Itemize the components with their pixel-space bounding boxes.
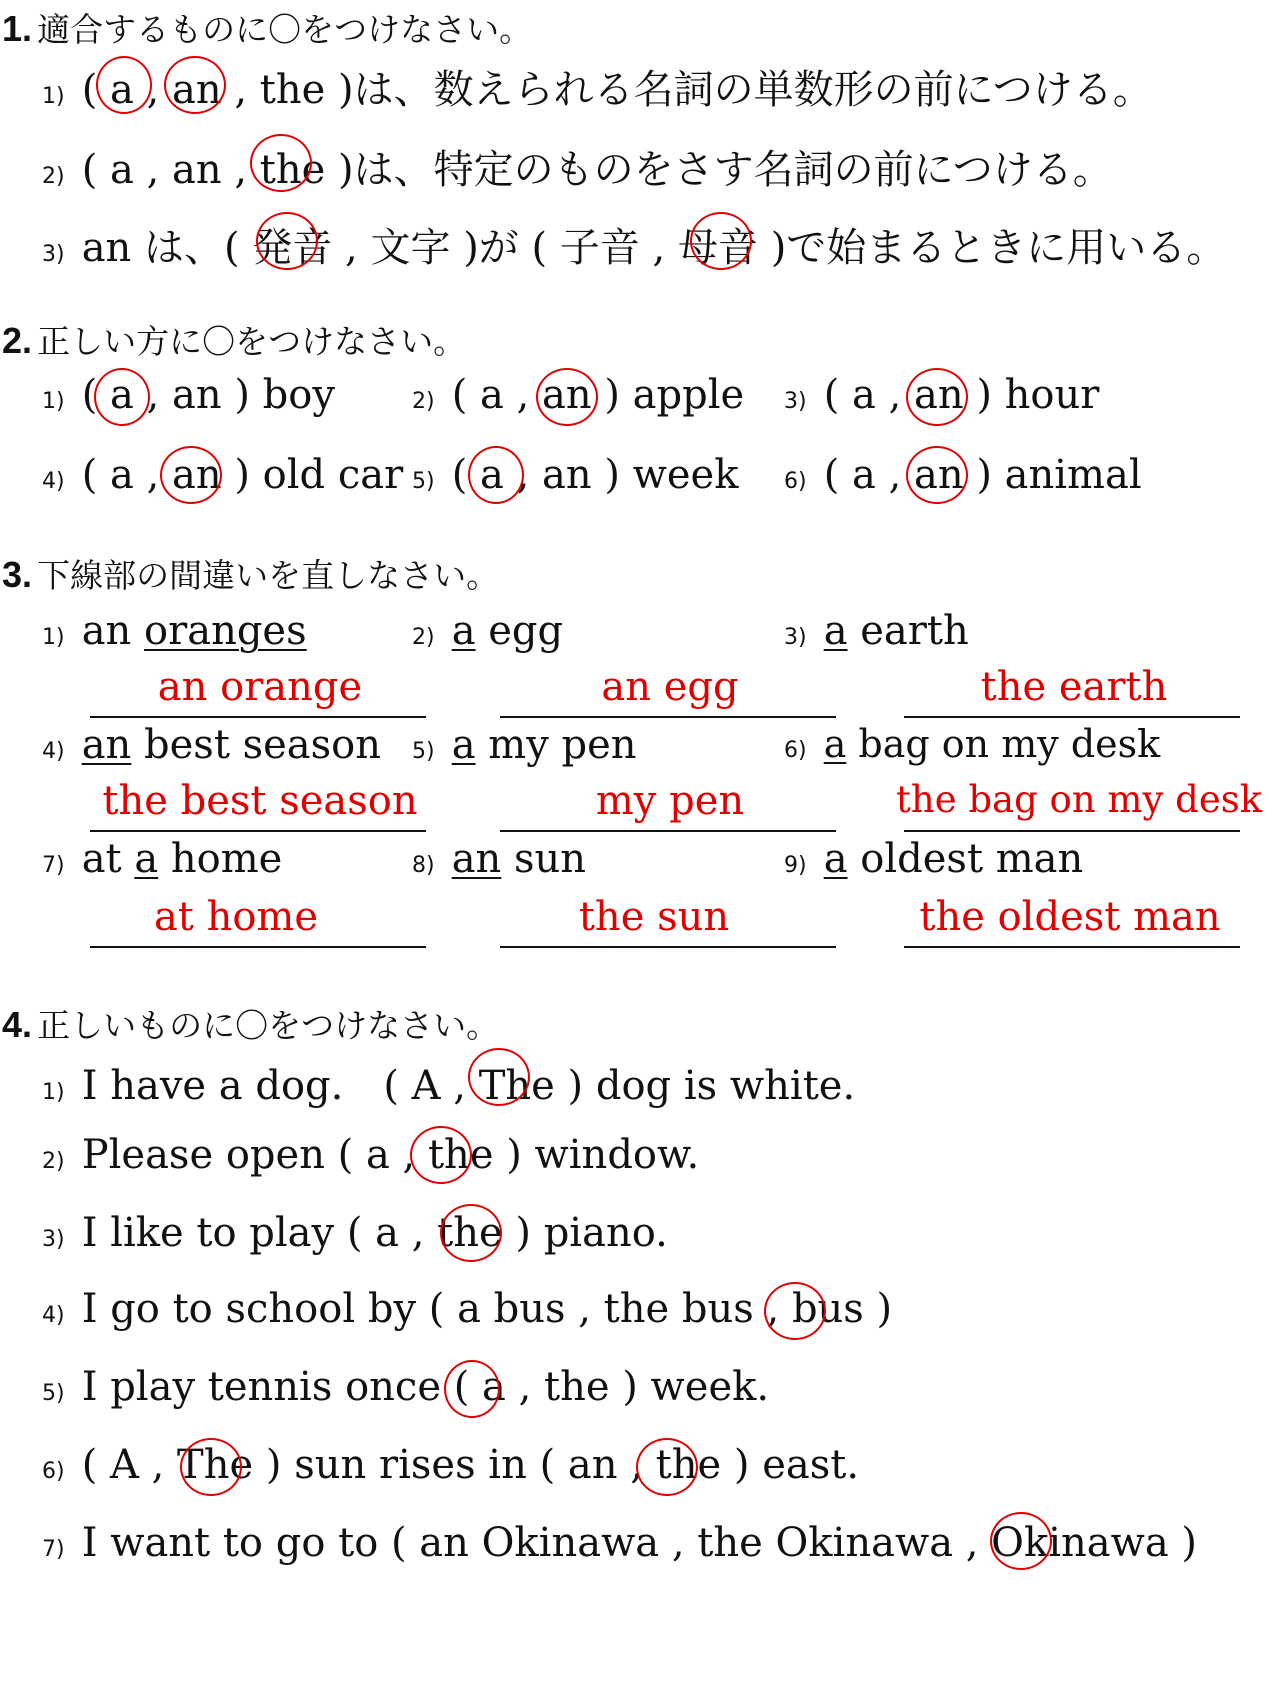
suffix-text: sun <box>501 836 587 882</box>
answer-line <box>904 830 1240 832</box>
question-text: ( a , an ) apple <box>451 372 745 418</box>
answer-circle <box>990 1512 1052 1570</box>
answer-line <box>904 716 1240 718</box>
question-3-2 <box>412 608 563 654</box>
question-number: 1) <box>42 389 65 414</box>
prefix-text: an <box>81 608 145 654</box>
question-number: 3) <box>784 389 807 414</box>
answer-text: my pen <box>595 778 745 824</box>
underlined-error: a <box>134 836 159 882</box>
answer-circle <box>94 368 150 426</box>
question-text: ( a , an ) animal <box>823 452 1142 498</box>
answer-line <box>500 946 836 948</box>
question-number: 6) <box>784 738 807 763</box>
question-number: 2) <box>412 389 435 414</box>
question-text: Please open ( a , the ) window. <box>81 1132 700 1178</box>
question-text: I have a dog. ( A , The ) dog is white. <box>81 1063 856 1109</box>
section-title: 下線部の間違いを直しなさい。 <box>37 556 500 595</box>
answer-line <box>500 716 836 718</box>
suffix-text: earth <box>847 608 969 654</box>
section-number: 1. <box>2 8 33 49</box>
question-4-5 <box>42 1364 769 1410</box>
question-text: I want to go to ( an Okinawa , the Okinawa , Okinawa ) <box>81 1520 1198 1566</box>
question-number: 8) <box>412 853 435 878</box>
underlined-error: a <box>823 722 847 766</box>
question-text: an は、( 発音 , 文字 )が ( 子音 , 母音 )で始まるときに用いる。 <box>81 225 1227 271</box>
answer-circle <box>180 1438 242 1496</box>
answer-circle <box>764 1282 826 1340</box>
suffix-text: my pen <box>475 722 637 768</box>
question-number: 1) <box>42 1080 65 1105</box>
question-3-9 <box>784 836 1083 882</box>
section-3-header <box>2 550 499 597</box>
section-2-header <box>2 316 466 363</box>
answer-text: the oldest man <box>919 894 1221 940</box>
question-number: 4) <box>42 739 65 764</box>
prefix-text: at <box>81 836 135 882</box>
section-number: 3. <box>2 554 33 595</box>
question-text: ( a , an ) week <box>451 452 739 498</box>
suffix-text: egg <box>475 608 564 654</box>
question-number: 5) <box>42 1381 65 1406</box>
question-number: 7) <box>42 1537 65 1562</box>
answer-text: the bag on my desk <box>896 778 1263 821</box>
answer-line <box>904 946 1240 948</box>
answer-text: the earth <box>980 664 1168 710</box>
answer-circle <box>160 446 222 504</box>
question-text: ( A , The ) sun rises in ( an , the ) east. <box>81 1442 860 1488</box>
section-4-header <box>2 1000 499 1047</box>
question-number: 5) <box>412 469 435 494</box>
question-number: 2) <box>412 625 435 650</box>
question-number: 1) <box>42 625 65 650</box>
section-number: 2. <box>2 320 33 361</box>
question-number: 9) <box>784 853 807 878</box>
question-text: I go to school by ( a bus , the bus , bus ) <box>81 1286 893 1332</box>
underlined-error: a <box>823 608 848 654</box>
question-3-8 <box>412 836 586 882</box>
suffix-text: bag on my desk <box>846 722 1161 766</box>
question-text: I play tennis once ( a , the ) week. <box>81 1364 770 1410</box>
answer-circle <box>164 56 226 114</box>
answer-line <box>90 946 426 948</box>
underlined-error: oranges <box>144 608 307 654</box>
question-3-4 <box>42 722 381 768</box>
question-number: 6) <box>42 1459 65 1484</box>
question-3-3 <box>784 608 969 654</box>
question-number: 7) <box>42 853 65 878</box>
answer-circle <box>444 1360 500 1418</box>
answer-circle <box>468 446 524 504</box>
underlined-error: an <box>81 722 132 768</box>
question-number: 4) <box>42 469 65 494</box>
question-number: 5) <box>412 739 435 764</box>
answer-circle <box>906 446 968 504</box>
answer-circle <box>636 1438 698 1496</box>
section-number: 4. <box>2 1004 33 1045</box>
answer-circle <box>536 368 598 426</box>
question-text: ( a , an ) old car <box>81 452 404 498</box>
question-2-1 <box>42 372 335 418</box>
question-text: ( a , an ) boy <box>81 372 335 418</box>
answer-circle <box>468 1048 530 1106</box>
question-number: 6) <box>784 469 807 494</box>
answer-circle <box>440 1204 502 1262</box>
answer-text: an egg <box>601 664 739 710</box>
question-3-5 <box>412 722 637 768</box>
answer-circle <box>690 212 752 270</box>
answer-circle <box>96 56 152 114</box>
question-4-3 <box>42 1210 668 1256</box>
question-text: ( a , an , the )は、数えられる名詞の単数形の前につける。 <box>81 67 1153 113</box>
answer-circle <box>250 134 312 192</box>
question-number: 2) <box>42 1149 65 1174</box>
answer-line <box>90 716 426 718</box>
question-text: ( a , an , the )は、特定のものをさす名詞の前につける。 <box>81 147 1113 193</box>
question-number: 4) <box>42 1303 65 1328</box>
question-number: 3) <box>784 625 807 650</box>
underlined-error: a <box>451 722 476 768</box>
answer-text: at home <box>153 894 319 940</box>
underlined-error: an <box>451 836 502 882</box>
question-1-2 <box>42 138 1113 195</box>
answer-circle <box>410 1126 472 1184</box>
section-title: 正しいものに〇をつけなさい。 <box>37 1006 500 1045</box>
question-3-6 <box>784 722 1160 766</box>
underlined-error: a <box>451 608 476 654</box>
answer-text: the best season <box>102 778 418 824</box>
answer-text: the sun <box>578 894 730 940</box>
question-4-1 <box>42 1054 855 1111</box>
answer-line <box>90 830 426 832</box>
question-1-3 <box>42 216 1226 273</box>
question-number: 2) <box>42 164 65 189</box>
question-4-6 <box>42 1442 859 1488</box>
question-4-2 <box>42 1132 699 1178</box>
question-number: 1) <box>42 84 65 109</box>
question-2-4 <box>42 452 403 498</box>
question-number: 3) <box>42 242 65 267</box>
underlined-error: a <box>823 836 848 882</box>
section-1-header <box>2 4 532 51</box>
suffix-text: home <box>158 836 283 882</box>
question-number: 3) <box>42 1227 65 1252</box>
suffix-text: best season <box>131 722 382 768</box>
section-title: 正しい方に〇をつけなさい。 <box>37 322 467 361</box>
section-title: 適合するものに〇をつけなさい。 <box>37 10 533 49</box>
answer-circle <box>256 212 318 270</box>
suffix-text: oldest man <box>847 836 1084 882</box>
question-3-1 <box>42 608 307 654</box>
answer-text: an orange <box>157 664 363 710</box>
question-text: ( a , an ) hour <box>823 372 1100 418</box>
question-text: I like to play ( a , the ) piano. <box>81 1210 668 1256</box>
answer-line <box>500 830 836 832</box>
question-3-7 <box>42 836 282 882</box>
question-2-5 <box>412 452 738 498</box>
answer-circle <box>906 368 968 426</box>
